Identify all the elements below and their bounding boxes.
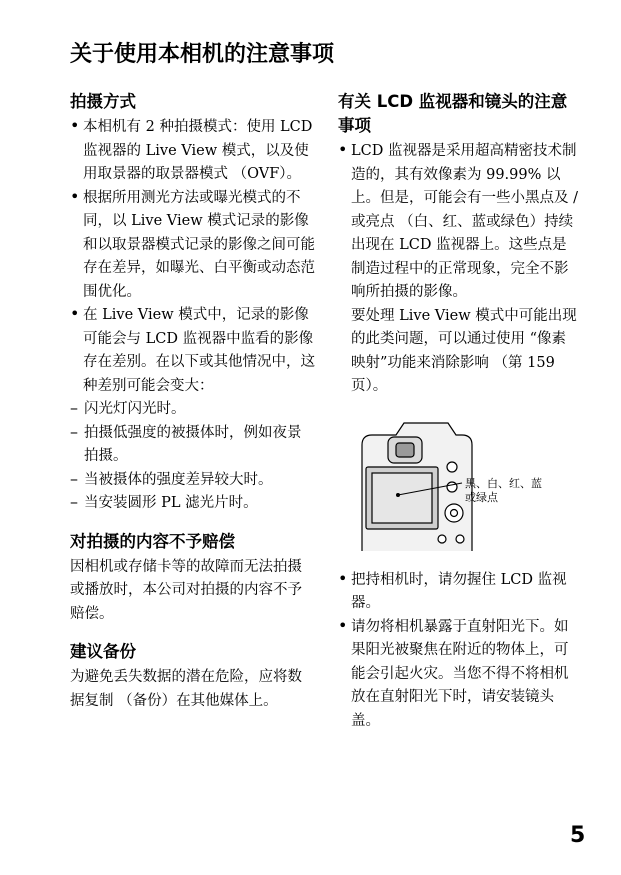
bullet-marker: • — [70, 116, 80, 135]
dash-text: 拍摄低强度的被摄体时，例如夜景拍摄。 — [84, 424, 302, 464]
bullet-item — [338, 569, 578, 616]
bullet-item — [70, 116, 315, 187]
paragraph-backup: 为避免丢失数据的潜在危险，应将数据复制 （备份）在其他媒体上。 — [70, 669, 302, 709]
camera-back-drawing — [338, 421, 578, 551]
dash-text: 当安装圆形 PL 滤光片时。 — [84, 495, 258, 511]
left-column — [70, 90, 315, 713]
bullet-text: 本相机有 2 种拍摄模式：使用 LCD 监视器的 Live View 模式，以及使用取景器的取景器模式 （OVF）。 — [83, 119, 313, 182]
bullet-marker: • — [338, 568, 348, 588]
bullet-item — [70, 304, 315, 398]
figure-callout-label: 黑、白、红、蓝 或绿点 — [465, 476, 542, 504]
dash-item — [70, 422, 315, 469]
camera-lcd-illustration — [338, 421, 578, 551]
bullet-marker: • — [338, 140, 348, 159]
bullet-text: 在 Live View 模式中，记录的影像可能会与 LCD 监视器中监看的影像存在差别。在以下或其他情况中，这种差别可能会变大： — [83, 307, 315, 394]
bullet-marker: • — [70, 186, 80, 206]
pixel-mapping-note: 要处理 Live View 模式中可能出现的此类问题，可以通过使用 “像素映射”功能来消除影响 （第 159 页）。 — [351, 307, 577, 394]
dash-marker: – — [70, 421, 78, 441]
page-number: 5 — [570, 823, 586, 848]
dash-text: 闪光灯闪光时。 — [84, 401, 186, 417]
bullet-text: 把持相机时，请勿握住 LCD 监视器。 — [351, 571, 567, 611]
bullet-marker: • — [70, 304, 80, 323]
bullet-marker: • — [338, 615, 348, 635]
section-heading-shooting-modes: 拍摄方式 — [70, 92, 136, 111]
bullet-item — [70, 187, 315, 305]
section-heading-no-compensation: 对拍摄的内容不予赔偿 — [70, 531, 235, 551]
section-heading-lcd-lens: 有关 LCD 监视器和镜头的注意事项 — [338, 92, 568, 135]
bullet-item — [338, 140, 578, 305]
dash-marker: – — [70, 492, 78, 511]
paragraph-no-compensation: 因相机或存储卡等的故障而无法拍摄或播放时，本公司对拍摄的内容不予赔偿。 — [70, 558, 302, 622]
dash-item — [70, 398, 315, 422]
dash-item — [70, 492, 315, 516]
bullet-text: 根据所用测光方法或曝光模式的不同，以 Live View 模式记录的影像和以取景器模式记录的影像之间可能存在差异，如曝光、白平衡或动态范围优化。 — [83, 189, 315, 300]
section-heading-backup: 建议备份 — [70, 642, 136, 661]
dash-marker: – — [70, 468, 78, 488]
bullet-text: LCD 监视器是采用超高精密技术制造的，其有效像素为 99.99% 以上。但是，可能会有一些小黑点及 / 或亮点 （白、红、蓝或绿色）持续出现在 LCD 监视器上。这些点是制造过程中的正常现象，完全不影响所拍摄的影像。 — [351, 143, 578, 300]
bullet-item — [338, 616, 578, 734]
dash-marker: – — [70, 398, 78, 417]
right-column — [338, 90, 578, 733]
dash-item — [70, 469, 315, 493]
bullet-text: 请勿将相机暴露于直射阳光下。如果阳光被聚焦在附近的物体上，可能会引起火灾。当您不得不将相机放在直射阳光下时，请安装镜头盖。 — [351, 618, 569, 729]
page-title: 关于使用本相机的注意事项 — [70, 42, 335, 67]
dash-text: 当被摄体的强度差异较大时。 — [84, 471, 273, 488]
